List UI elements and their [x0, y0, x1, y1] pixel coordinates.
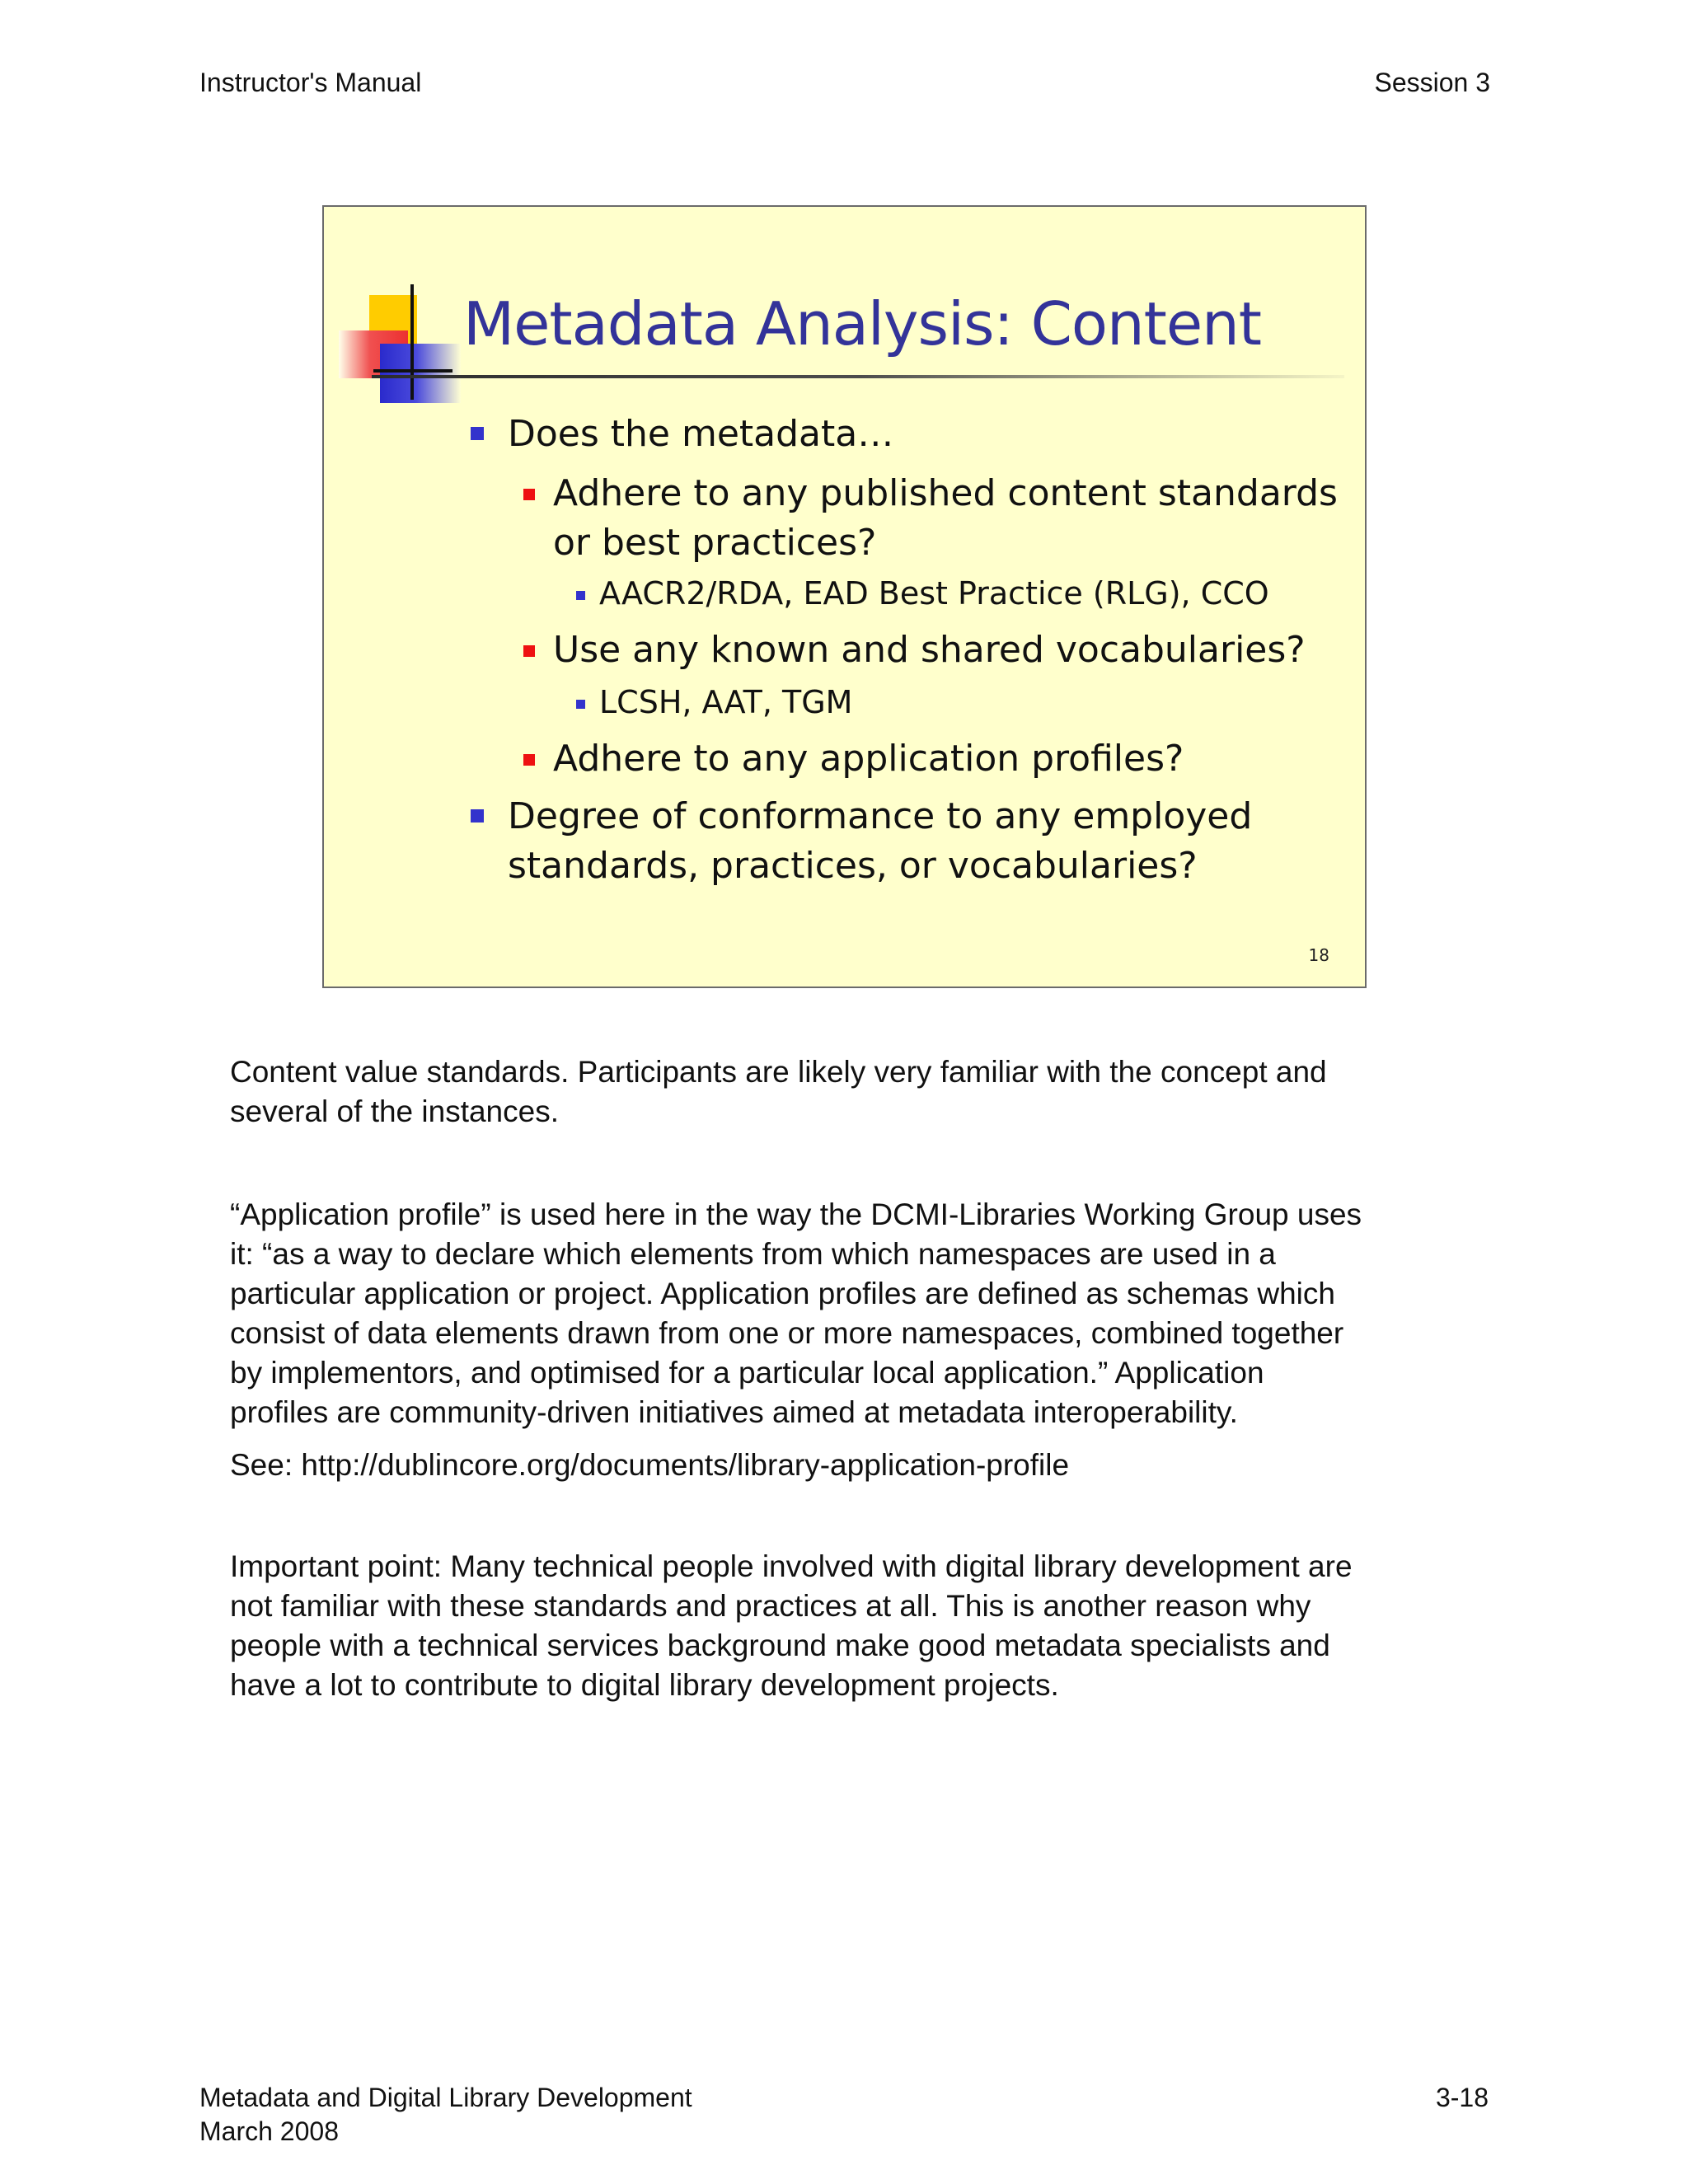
header-right: Session 3	[1374, 68, 1490, 97]
note-paragraph-application-profile: “Application profile” is used here in the way the DCMI-Libraries Working Group uses it: “as a way to declare which elements from which namespaces are used in a particular application or project. Application profiles are defined as schemas which consist of data elements drawn from one or more namespaces, combined together by implementors, and optimised for a particular local application.” Application profiles are community-driven initiatives aimed at metadata interoperability.	[230, 1197, 1362, 1429]
header-left: Instructor's Manual	[199, 68, 422, 97]
bullet-lcsh-examples: LCSH, AAT, TGM	[576, 682, 852, 723]
bullet-application-profiles: Adhere to any application profiles?	[523, 734, 1184, 784]
slide-logo-icon	[337, 284, 461, 400]
bullet-degree-of-conformance: Degree of conformance to any employed standards, practices, or vocabularies?	[471, 792, 1252, 891]
bullet-content-standards: Adhere to any published content standards or best practices?	[523, 469, 1338, 568]
bullet-square-icon	[471, 809, 484, 823]
note-paragraph-content-standards: Content value standards. Participants are likely very familiar with the concept and several of the instances.	[230, 1055, 1327, 1128]
title-divider	[372, 375, 1344, 378]
slide-number: 18	[1308, 945, 1329, 965]
bullet-square-icon	[576, 700, 585, 709]
footer-left	[199, 2081, 692, 2149]
note-paragraph-important-point: Important point: Many technical people involved with digital library development are not familiar with these standards and practices at all. This is another reason why people with a technical services background make good metadata specialists and have a lot to contribute to digital library development projects.	[230, 1549, 1353, 1702]
bullet-square-icon	[523, 645, 535, 657]
note-see-link: See: http://dublincore.org/documents/library-application-profile	[230, 1448, 1070, 1482]
bullet-square-icon	[471, 427, 484, 440]
bullet-vocabularies: Use any known and shared vocabularies?	[523, 626, 1306, 675]
footer-date: March 2008	[199, 2116, 339, 2146]
bullet-square-icon	[523, 754, 535, 766]
footer-page-number: 3-18	[1435, 2083, 1489, 2112]
bullet-aacr2-examples: AACR2/RDA, EAD Best Practice (RLG), CCO	[576, 573, 1269, 614]
footer-course-title: Metadata and Digital Library Development	[199, 2083, 692, 2112]
bullet-square-icon	[576, 591, 585, 600]
slide-title: Metadata Analysis: Content	[463, 289, 1261, 359]
slide-frame	[322, 205, 1367, 988]
bullet-square-icon	[523, 489, 535, 500]
bullet-does-the-metadata: Does the metadata…	[471, 410, 893, 459]
